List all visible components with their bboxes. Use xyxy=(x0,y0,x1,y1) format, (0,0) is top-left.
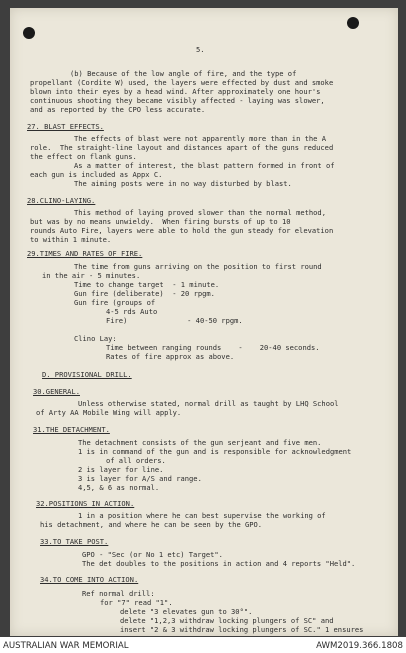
document-page xyxy=(10,8,398,636)
section-heading-32: 32.POSITIONS IN ACTION. xyxy=(36,499,135,508)
paragraph-line: blown into their eyes by a head wind. After approximately one hour's xyxy=(30,87,321,96)
section-heading-27: 27. BLAST EFFECTS. xyxy=(27,122,104,131)
paragraph-line: in the air - 5 minutes. xyxy=(42,271,141,280)
paragraph-line: The detachment consists of the gun serjeant and five men. xyxy=(78,438,322,447)
section-heading-28: 28.CLINO-LAYING. xyxy=(27,196,96,205)
paragraph-line: for "7" read "1". xyxy=(100,598,173,607)
paragraph-line: Time to change target - 1 minute. xyxy=(74,280,220,289)
section-heading-31: 31.THE DETACHMENT. xyxy=(33,425,110,434)
paragraph-line: of Arty AA Mobile Wing will apply. xyxy=(36,408,182,417)
paragraph-line: Fire) - 40-50 rpgm. xyxy=(106,316,243,325)
archive-footer xyxy=(0,637,406,653)
paragraph-line: continuous shooting they became visibly affected - laying was slower, xyxy=(30,96,325,105)
paragraph-line: delete "3 elevates gun to 30°". xyxy=(120,607,253,616)
paragraph-line: each gun is included as Appx C. xyxy=(30,170,163,179)
paragraph-line: Gun fire (groups of xyxy=(74,298,156,307)
paragraph-line: 1 in a position where he can best supervise the working of xyxy=(78,511,326,520)
paragraph-line: The aiming posts were in no way disturbed by blast. xyxy=(74,179,292,188)
page-number: 5. xyxy=(196,45,205,54)
paragraph-line: Rates of fire approx as above. xyxy=(106,352,235,361)
paragraph-line: 3 is layer for A/S and range. xyxy=(78,474,202,483)
paragraph-line: and as reported by the CPO less accurate. xyxy=(30,105,206,114)
paragraph-line: but was by no means unwieldy. When firing bursts of up to 10 xyxy=(30,217,291,226)
paragraph-line: insert "2 & 3 withdraw locking plungers of SC." 1 ensures xyxy=(120,625,364,634)
paragraph-line: the effect on flank guns. xyxy=(30,152,137,161)
paragraph-line: This method of laying proved slower than the normal method, xyxy=(74,208,326,217)
paragraph-line: role. The straight-line layout and distances apart of the guns reduced xyxy=(30,143,334,152)
section-heading-29: 29.TIMES AND RATES OF FIRE. xyxy=(27,249,143,258)
paragraph-line: Ref normal drill: xyxy=(82,589,155,598)
paragraph-line: to within 1 minute. xyxy=(30,235,112,244)
paragraph-line: 4,5, & 6 as normal. xyxy=(78,483,160,492)
paragraph-line: 4-5 rds Auto xyxy=(106,307,158,316)
section-heading-33: 33.TO TAKE POST. xyxy=(40,537,109,546)
document-text xyxy=(10,8,398,634)
paragraph-line: The det doubles to the positions in action and 4 reports "Held". xyxy=(82,559,356,568)
paragraph-line: 1 is in command of the gun and is responsible for acknowledgment xyxy=(78,447,352,456)
paragraph-line: Time between ranging rounds - 20-40 seconds. xyxy=(106,343,320,352)
section-heading-34: 34.TO COME INTO ACTION. xyxy=(40,575,139,584)
paragraph-line: Unless otherwise stated, normal drill as taught by LHQ School xyxy=(78,399,339,408)
paragraph-line: (b) Because of the low angle of fire, and the type of xyxy=(70,69,297,78)
part-heading-d: D. PROVISIONAL DRILL. xyxy=(42,370,132,379)
paragraph-line: propellant (Cordite W) used, the layers were effected by dust and smoke xyxy=(30,78,334,87)
accession-number: AWM2019.366.1808 xyxy=(316,641,403,651)
archive-name: AUSTRALIAN WAR MEMORIAL xyxy=(3,641,129,651)
paragraph-line: As a matter of interest, the blast pattern formed in front of xyxy=(74,161,335,170)
paragraph-line: 2 is layer for line. xyxy=(78,465,164,474)
paragraph-line: rounds Auto Fire, layers were able to hold the gun steady for elevation xyxy=(30,226,334,235)
paragraph-line: Gun fire (deliberate) - 20 rpgm. xyxy=(74,289,215,298)
paragraph-line: delete "1,2,3 withdraw locking plungers of SC" and xyxy=(120,616,334,625)
paragraph-line: The effects of blast were not apparently more than in the A xyxy=(74,134,326,143)
paragraph-line: The time from guns arriving on the position to first round xyxy=(74,262,322,271)
paragraph-line: Clino Lay: xyxy=(74,334,117,343)
paragraph-line: of all orders. xyxy=(106,456,166,465)
paragraph-line: GPO - "Sec (or No 1 etc) Target". xyxy=(82,550,223,559)
paragraph-line: his detachment, and where he can be seen by the GPO. xyxy=(40,520,263,529)
section-heading-30: 30.GENERAL. xyxy=(33,387,80,396)
